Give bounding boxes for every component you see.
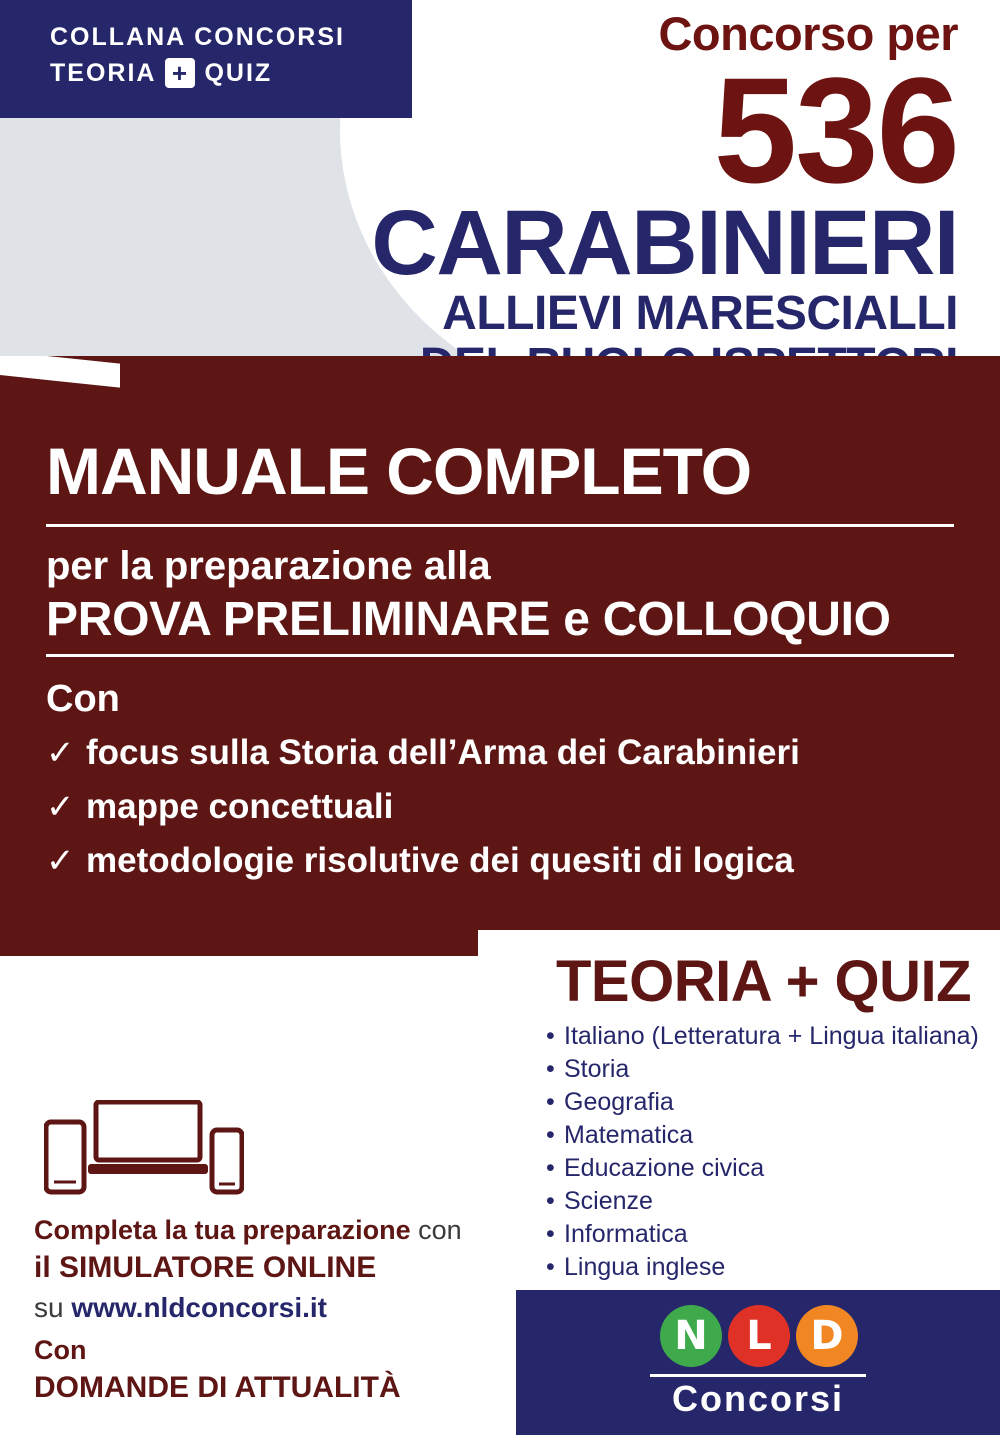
simulatore-website[interactable]: www.nldconcorsi.it bbox=[71, 1292, 328, 1323]
list-item bbox=[546, 1086, 979, 1119]
subject-list bbox=[546, 1020, 979, 1317]
cover-headline bbox=[338, 8, 958, 392]
corner-notch-shape bbox=[0, 356, 120, 388]
list-item bbox=[546, 1152, 979, 1185]
subject-label: Geografia bbox=[564, 1088, 674, 1116]
logo-letter-l: L bbox=[728, 1305, 790, 1367]
simulatore-con-label: Con bbox=[34, 1335, 87, 1365]
subtitle-line2: PROVA PRELIMINARE e COLLOQUIO bbox=[46, 593, 891, 646]
check-icon: ✓ bbox=[46, 788, 75, 826]
list-item bbox=[546, 1251, 979, 1284]
simulatore-line1 bbox=[34, 1212, 494, 1248]
simulatore-su-label: su bbox=[34, 1292, 72, 1323]
list-item bbox=[546, 1053, 979, 1086]
subject-label: Educazione civica bbox=[564, 1154, 765, 1182]
headline-allievi: ALLIEVI MARESCIALLI bbox=[442, 287, 958, 340]
bullet-icon: • bbox=[546, 1121, 555, 1149]
list-item bbox=[546, 1020, 979, 1053]
divider-top bbox=[46, 524, 954, 527]
headline-number: 536 bbox=[713, 46, 958, 214]
main-panel bbox=[0, 356, 1000, 956]
feature-label: focus sulla Storia dell’Arma dei Carabinieri bbox=[86, 733, 800, 772]
bullet-icon: • bbox=[546, 1055, 555, 1083]
list-item bbox=[546, 1185, 979, 1218]
check-icon: ✓ bbox=[46, 734, 75, 772]
feature-label: metodologie risolutive dei quesiti di logica bbox=[86, 841, 794, 880]
subject-label: Storia bbox=[564, 1055, 630, 1083]
simulatore-attualita: DOMANDE DI ATTUALITÀ bbox=[34, 1371, 401, 1404]
bullet-icon: • bbox=[546, 1187, 555, 1215]
subject-label: Scienze bbox=[564, 1187, 653, 1215]
plus-icon: + bbox=[165, 58, 195, 88]
simulatore-line1-rest: con bbox=[410, 1215, 462, 1245]
logo-letter-d: D bbox=[796, 1305, 858, 1367]
subtitle-line1: per la preparazione alla bbox=[46, 544, 491, 588]
features-intro: Con bbox=[46, 678, 120, 720]
subject-label: Lingua inglese bbox=[564, 1253, 726, 1281]
subject-label: Informatica bbox=[564, 1220, 688, 1248]
page-title: MANUALE COMPLETO bbox=[46, 434, 752, 508]
logo-divider bbox=[650, 1374, 866, 1377]
simulatore-line2: il SIMULATORE ONLINE bbox=[34, 1251, 377, 1284]
publisher-name: Concorsi bbox=[671, 1378, 845, 1419]
headline-concorso: Concorso per bbox=[658, 7, 958, 60]
simulatore-line3 bbox=[34, 1288, 494, 1328]
bullet-icon: • bbox=[546, 1220, 555, 1248]
publisher-logo-circles bbox=[660, 1305, 858, 1367]
check-icon: ✓ bbox=[46, 842, 75, 880]
devices-icon bbox=[44, 1100, 244, 1200]
bullet-icon: • bbox=[546, 1253, 555, 1281]
divider-bottom bbox=[46, 654, 954, 657]
features-list bbox=[46, 728, 800, 890]
collana-series-label: COLLANA CONCORSI bbox=[50, 23, 345, 51]
subject-label: Matematica bbox=[564, 1121, 694, 1149]
subject-label: Italiano (Letteratura + Lingua italiana) bbox=[564, 1022, 979, 1050]
list-item bbox=[46, 728, 800, 778]
collana-quiz-label: QUIZ bbox=[204, 59, 273, 87]
teoria-quiz-title: TEORIA + QUIZ bbox=[556, 949, 972, 1014]
list-item bbox=[46, 782, 800, 832]
bullet-icon: • bbox=[546, 1088, 555, 1116]
list-item bbox=[46, 836, 800, 886]
simulatore-line1-bold: Completa la tua preparazione bbox=[34, 1215, 411, 1245]
list-item bbox=[546, 1119, 979, 1152]
collana-teoria-label: TEORIA bbox=[50, 59, 157, 87]
list-item bbox=[546, 1218, 979, 1251]
headline-carabinieri: CARABINIERI bbox=[371, 192, 958, 294]
bullet-icon: • bbox=[546, 1154, 555, 1182]
logo-letter-n: N bbox=[660, 1305, 722, 1367]
feature-label: mappe concettuali bbox=[86, 787, 394, 826]
simulatore-block bbox=[34, 1212, 494, 1408]
bullet-icon: • bbox=[546, 1022, 555, 1050]
